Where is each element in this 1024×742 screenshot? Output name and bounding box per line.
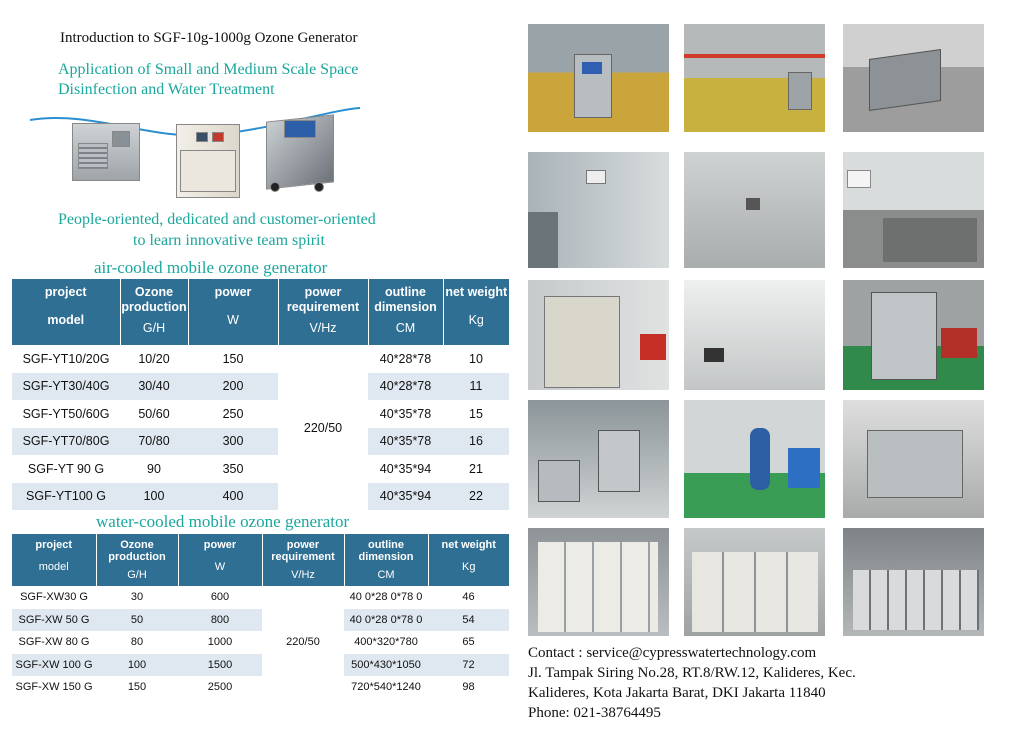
photo-installation-room-11: [684, 400, 825, 518]
weight-cell: 11: [443, 373, 509, 401]
product-image-mobile-unit: [260, 112, 336, 190]
dimension-cell: 500*430*1050: [344, 654, 428, 677]
air-cooled-table-title: air-cooled mobile ozone generator: [94, 258, 328, 277]
photo-cabinet-row-1: [528, 528, 669, 636]
weight-cell: 65: [462, 636, 475, 649]
table-row: [12, 586, 509, 609]
column-header: outline dimension CM: [344, 534, 428, 586]
weight-cell: 15: [469, 406, 483, 421]
dimension-cell: 40 0*28 0*78 0: [349, 591, 423, 604]
photo-installation-room-7: [528, 280, 669, 390]
photo-installation-room-12: [843, 400, 984, 518]
application-line-2: Disinfection and Water Treatment: [58, 81, 275, 98]
column-header: power requirement V/Hz: [278, 279, 368, 345]
model-cell: SGF-XW 150 G: [15, 681, 93, 694]
power-cell: 250: [222, 406, 244, 421]
dimension-cell: 40*28*78: [368, 373, 443, 401]
table-row: [12, 676, 509, 699]
production-cell: 50: [96, 609, 178, 632]
dimension-cell: 40*35*94: [379, 461, 432, 476]
power-requirement-cell: 220/50: [262, 586, 344, 699]
photo-cabinet-row-3: [843, 528, 984, 636]
power-cell: 600: [210, 591, 230, 604]
application-line-1: Application of Small and Medium Scale Space: [58, 61, 359, 78]
power-cell: 400: [188, 483, 278, 511]
dimension-cell: 40*35*78: [368, 428, 443, 456]
power-cell: 200: [188, 373, 278, 401]
photo-installation-room-3: [843, 24, 984, 132]
production-cell: 100: [120, 483, 188, 511]
model-cell: SGF-XW 50 G: [12, 609, 96, 632]
photo-installation-room-2: [684, 24, 825, 132]
dimension-cell: 720*540*1240: [351, 681, 421, 694]
dimension-cell: 40*35*78: [379, 406, 432, 421]
weight-cell: 22: [443, 483, 509, 511]
production-cell: 150: [127, 681, 147, 694]
product-image-air-cooled-unit: [72, 123, 142, 187]
table-row: [12, 631, 509, 654]
table-row: [12, 654, 509, 677]
weight-cell: 46: [462, 591, 475, 604]
air-cooled-spec-table: [12, 279, 509, 510]
model-cell: SGF-YT50/60G: [22, 406, 110, 421]
water-cooled-table-title: water-cooled mobile ozone generator: [96, 512, 350, 531]
photo-installation-room-6: [843, 152, 984, 268]
table-row: [12, 400, 509, 428]
power-cell: 1500: [178, 654, 262, 677]
production-cell: 10/20: [138, 351, 170, 366]
table-header-row: [12, 279, 509, 345]
column-header: power W: [178, 534, 262, 586]
photo-installation-room-10: [528, 400, 669, 518]
photo-installation-room-5: [684, 152, 825, 268]
table-row: [12, 483, 509, 511]
model-cell: SGF-YT100 G: [12, 483, 120, 511]
production-cell: 50/60: [138, 406, 170, 421]
production-cell: 70/80: [120, 428, 188, 456]
slogan-line-1: People-oriented, dedicated and customer-oriented: [58, 211, 376, 228]
production-cell: 90: [147, 461, 161, 476]
dimension-cell: 40 0*28 0*78 0: [344, 609, 428, 632]
model-cell: SGF-YT30/40G: [12, 373, 120, 401]
dimension-cell: 40*35*94: [368, 483, 443, 511]
photo-installation-room-9: [843, 280, 984, 390]
water-cooled-spec-table: [12, 534, 509, 699]
table-row: [12, 428, 509, 456]
contact-phone: Phone: 021-38764495: [528, 705, 661, 721]
power-cell: 1000: [207, 636, 233, 649]
page-title: Introduction to SGF-10g-1000g Ozone Generator: [60, 30, 358, 46]
contact-email: Contact : service@cypresswatertechnology.com: [528, 645, 817, 661]
model-cell: SGF-XW30 G: [20, 591, 88, 604]
column-header: power requirement V/Hz: [262, 534, 344, 586]
power-requirement-cell: 220/50: [278, 345, 368, 510]
production-cell: 80: [130, 636, 144, 649]
weight-cell: 21: [469, 461, 483, 476]
photo-cabinet-row-2: [684, 528, 825, 636]
contact-address-line-1: Jl. Tampak Siring No.28, RT.8/RW.12, Kalideres, Kec.: [528, 665, 856, 681]
weight-cell: 98: [462, 681, 475, 694]
model-cell: SGF-YT70/80G: [12, 428, 120, 456]
power-cell: 150: [222, 351, 244, 366]
product-image-white-cabinet: [176, 124, 240, 198]
slogan-line-2: to learn innovative team spirit: [133, 232, 325, 249]
column-header: power W: [188, 279, 278, 345]
table-row: [12, 609, 509, 632]
production-cell: 30/40: [120, 373, 188, 401]
model-cell: SGF-XW 100 G: [12, 654, 96, 677]
column-header: net weight Kg: [443, 279, 509, 345]
weight-cell: 16: [443, 428, 509, 456]
contact-address-line-2: Kalideres, Kota Jakarta Barat, DKI Jakarta 11840: [528, 685, 826, 701]
production-cell: 30: [130, 591, 144, 604]
column-header: Ozone production G/H: [120, 279, 188, 345]
photo-installation-room-8: [684, 280, 825, 390]
photo-installation-room-1: [528, 24, 669, 132]
dimension-cell: 400*320*780: [354, 636, 418, 649]
power-cell: 800: [178, 609, 262, 632]
model-cell: SGF-YT10/20G: [22, 351, 110, 366]
power-cell: 300: [188, 428, 278, 456]
table-row: [12, 373, 509, 401]
power-cell: 350: [222, 461, 244, 476]
table-row: [12, 345, 509, 373]
weight-cell: 72: [428, 654, 509, 677]
column-header: net weight Kg: [428, 534, 509, 586]
photo-installation-room-4: [528, 152, 669, 268]
column-header: Ozone production G/H: [96, 534, 178, 586]
model-cell: SGF-YT 90 G: [27, 461, 105, 476]
table-row: [12, 455, 509, 483]
contact-block: [528, 643, 856, 723]
column-header: project model: [12, 279, 120, 345]
table-header-row: [12, 534, 509, 586]
column-header: outline dimension CM: [368, 279, 443, 345]
production-cell: 100: [96, 654, 178, 677]
weight-cell: 10: [469, 351, 483, 366]
power-cell: 2500: [207, 681, 233, 694]
column-header: project model: [12, 534, 96, 586]
model-cell: SGF-XW 80 G: [18, 636, 90, 649]
dimension-cell: 40*28*78: [379, 351, 432, 366]
weight-cell: 54: [428, 609, 509, 632]
